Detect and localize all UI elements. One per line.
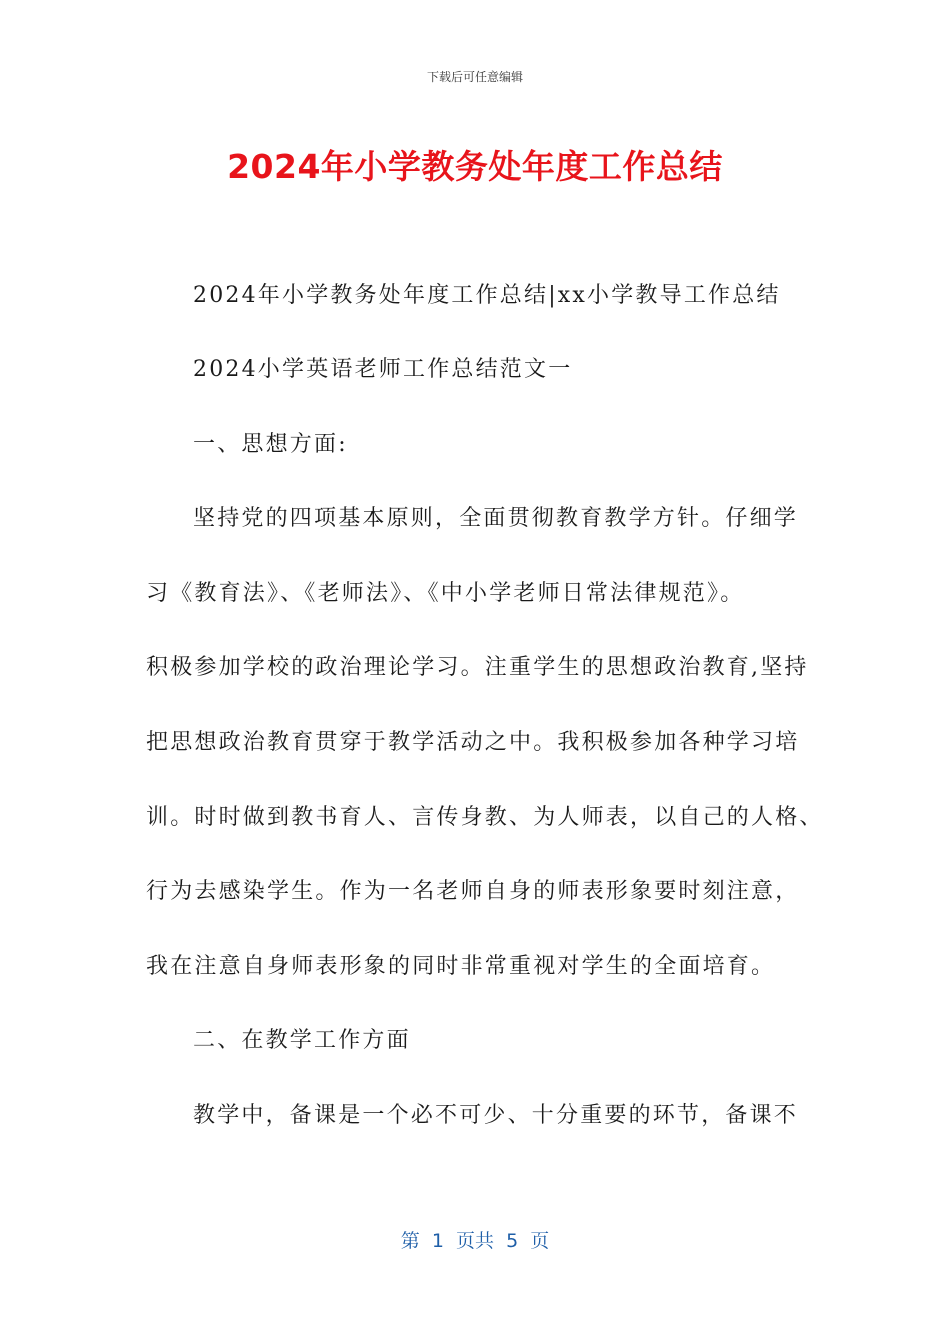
body-line: 训。时时做到教书育人、言传身教、为人师表，以自己的人格、: [146, 805, 824, 830]
body-line: 行为去感染学生。作为一名老师自身的师表形象要时刻注意，: [146, 879, 800, 904]
body-line: 把思想政治教育贯穿于教学活动之中。我积极参加各种学习培: [146, 730, 800, 755]
body-line: 积极参加学校的政治理论学习。注重学生的思想政治教育,坚持: [146, 655, 809, 680]
document-title: 2024年小学教务处年度工作总结: [227, 147, 723, 186]
section-heading: 一、思想方面:: [193, 432, 348, 457]
page-number-footer: 第 1 页共 5 页: [400, 1230, 550, 1252]
body-line: 我在注意自身师表形象的同时非常重视对学生的全面培育。: [146, 954, 776, 979]
header-note: 下载后可任意编辑: [426, 70, 523, 84]
body-line: 2024小学英语老师工作总结范文一: [193, 357, 573, 382]
body-line: 坚持党的四项基本原则，全面贯彻教育教学方针。仔细学: [193, 506, 799, 531]
body-line: 2024年小学教务处年度工作总结|xx小学教导工作总结: [193, 283, 781, 308]
body-line: 教学中，备课是一个必不可少、十分重要的环节，备课不: [193, 1103, 799, 1128]
body-line: 习《教育法》、《老师法》、《中小学老师日常法律规范》。: [146, 581, 745, 606]
section-heading: 二、在教学工作方面: [193, 1028, 411, 1053]
